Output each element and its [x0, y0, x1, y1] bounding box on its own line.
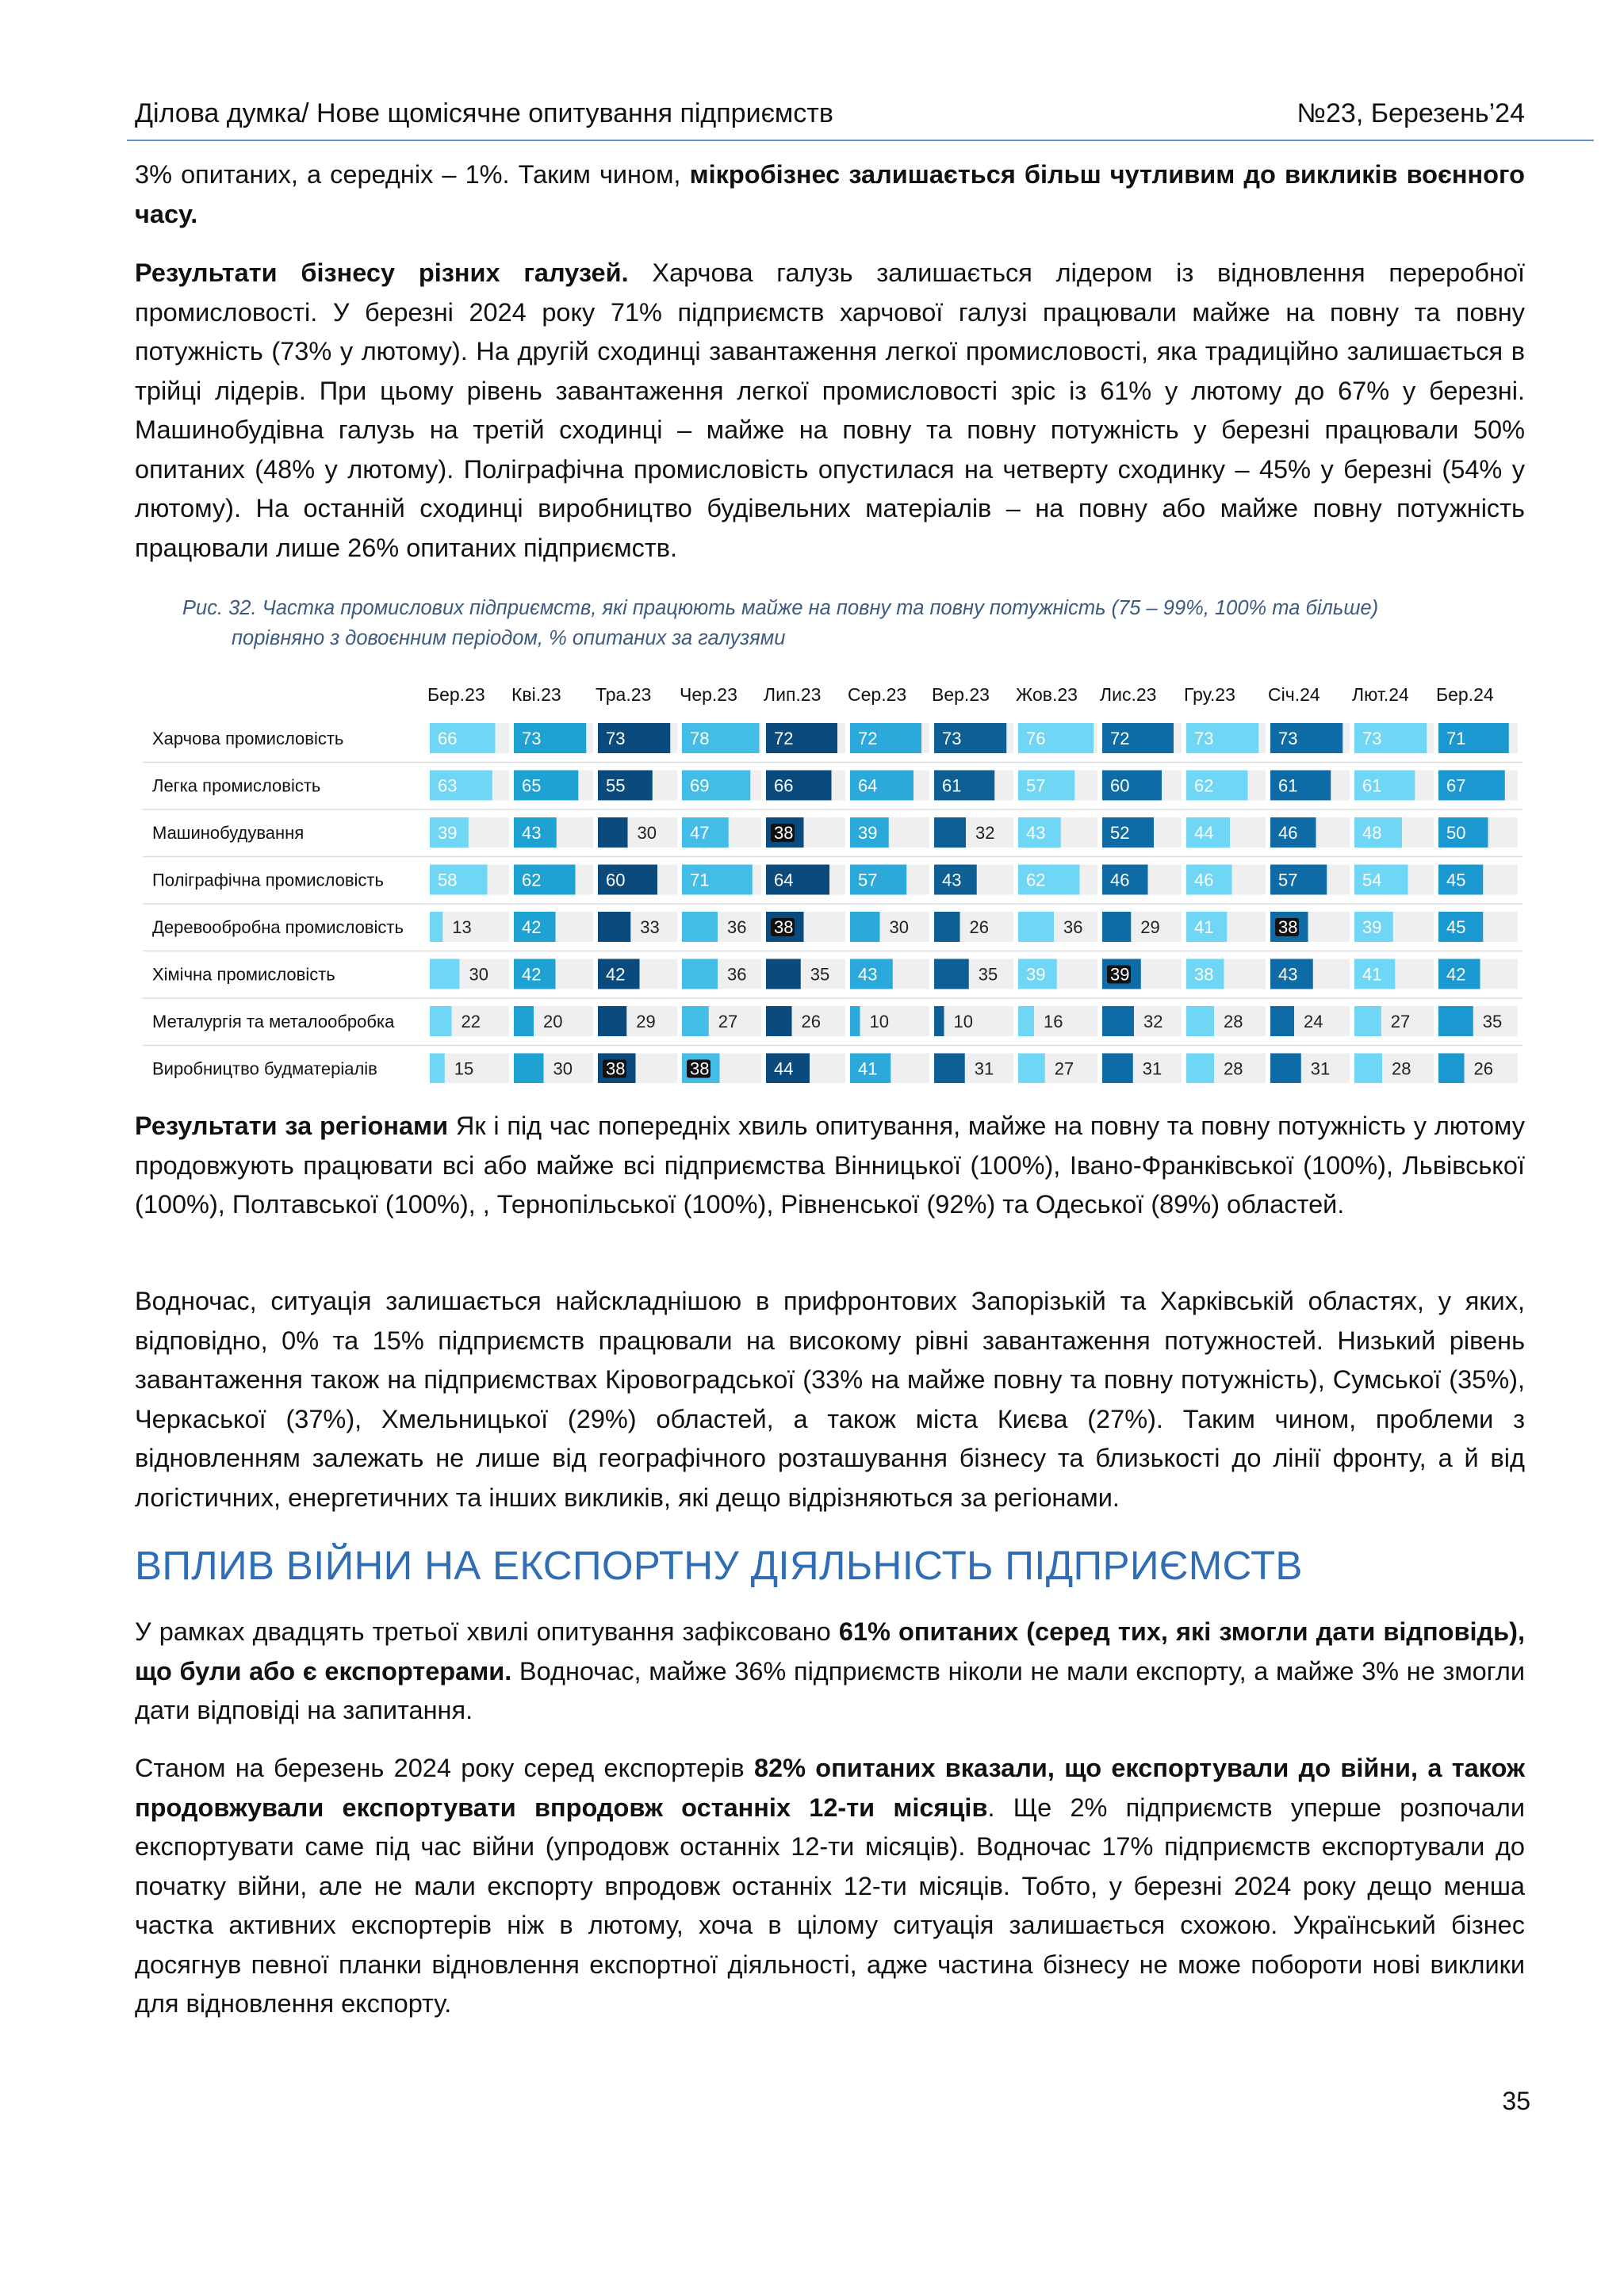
- column-label: Вер.23: [932, 684, 990, 705]
- cell-value: 65: [522, 775, 542, 796]
- cell-bar: [430, 1054, 445, 1084]
- regions-text: Як і під час попередніх хвиль опитування, майже на повну та повну потужність у лютому продовжують працювати всі або майже всі підприємства Вінницької (100%), Івано-Франківської (100%), Львівської (100%), Полтавської (100%), , Тернопільської (100%), Рівненської (92%) та Одеської (89%) областей.: [135, 1112, 1525, 1219]
- cell-value: 28: [1392, 1058, 1411, 1079]
- page-number: 35: [1502, 2087, 1530, 2115]
- cell-value: 20: [543, 1012, 563, 1031]
- cell-value: 69: [690, 775, 710, 796]
- header-divider: [127, 140, 1594, 141]
- cell-bar: [682, 912, 718, 942]
- cell-bar: [1018, 1054, 1045, 1084]
- cell-bar: [1354, 1054, 1382, 1084]
- intro-paragraph: [135, 155, 1525, 234]
- cell-bar: [766, 1006, 792, 1036]
- cell-value: 28: [1224, 1012, 1243, 1031]
- cell-value: 16: [1044, 1012, 1063, 1031]
- cell-value: 45: [1446, 917, 1466, 937]
- cell-bar: [850, 912, 880, 942]
- cell-value: 29: [1140, 917, 1160, 937]
- cell-value: 73: [1278, 729, 1298, 748]
- cell-value: 39: [1362, 917, 1382, 937]
- cell-value: 78: [690, 729, 710, 748]
- cell-value: 46: [1110, 870, 1130, 890]
- cell-bar: [598, 912, 630, 942]
- cell-value: 72: [1110, 729, 1130, 748]
- cell-value: 43: [1026, 823, 1046, 843]
- cell-bar: [934, 817, 966, 848]
- cell-value: 46: [1278, 823, 1298, 843]
- cell-bar: [934, 912, 960, 942]
- section-heading: ВПЛИВ ВІЙНИ НА ЕКСПОРТНУ ДІЯЛЬНІСТЬ ПІДПРИЄМСТВ: [135, 1543, 1303, 1588]
- cell-bar: [1438, 1054, 1465, 1084]
- column-label: Лип.23: [764, 684, 822, 705]
- cell-bar: [766, 959, 801, 989]
- cell-value: 67: [1446, 775, 1466, 796]
- export2-text-a: Станом на березень 2024 року серед експортерів: [135, 1754, 754, 1782]
- industry-heatmap: [143, 679, 1522, 1083]
- cell-value: 38: [690, 1058, 710, 1079]
- cell-bar: [598, 1006, 626, 1036]
- cell-value: 36: [727, 964, 747, 985]
- cell-value: 41: [1194, 917, 1214, 937]
- cell-value: 62: [522, 870, 542, 890]
- cell-value: 44: [1194, 823, 1214, 843]
- cell-value: 15: [454, 1058, 474, 1079]
- row-label: Металургія та металообробка: [152, 1012, 395, 1031]
- cell-value: 61: [942, 775, 962, 796]
- cell-value: 45: [1446, 870, 1466, 890]
- cell-value: 26: [969, 917, 989, 937]
- cell-value: 48: [1362, 823, 1382, 843]
- row-label: Хімічна промисловість: [152, 964, 335, 985]
- cell-value: 39: [1110, 964, 1130, 985]
- cell-value: 31: [974, 1058, 994, 1079]
- cell-value: 72: [774, 729, 794, 748]
- column-label: Лют.24: [1352, 684, 1409, 705]
- export1-text-a: У рамках двадцять третьої хвилі опитування зафіксовано: [135, 1617, 839, 1646]
- export2-bold: 82% опитаних вказали, що експортували до війни, а також продовжували експортувати впродовж останніх 12-ти місяців: [135, 1754, 1525, 1822]
- cell-bar: [514, 1054, 544, 1084]
- industries-lead: Результати бізнесу різних галузей.: [135, 258, 629, 287]
- cell-bar: [1354, 1006, 1381, 1036]
- cell-value: 31: [1142, 1058, 1162, 1079]
- cell-bar: [934, 959, 969, 989]
- cell-value: 42: [606, 964, 626, 985]
- cell-value: 38: [774, 823, 794, 843]
- cell-value: 61: [1362, 775, 1382, 796]
- cell-value: 32: [1143, 1012, 1163, 1031]
- cell-value: 35: [1482, 1012, 1503, 1031]
- cell-value: 39: [1026, 964, 1046, 985]
- cell-value: 43: [858, 964, 878, 985]
- cell-value: 47: [690, 823, 710, 843]
- cell-value: 50: [1446, 823, 1466, 843]
- column-label: Жов.23: [1016, 684, 1078, 705]
- cell-bar: [1438, 1006, 1473, 1036]
- cell-value: 35: [978, 964, 998, 985]
- export1-text-b: Водночас, майже 36% підприємств ніколи не мали експорту, а майже 3% не змогли дати відповіді на запитання.: [135, 1656, 1525, 1724]
- cell-value: 27: [1054, 1058, 1074, 1079]
- cell-track: [934, 1006, 1013, 1036]
- cell-value: 60: [606, 870, 626, 890]
- figure-caption: [182, 593, 1530, 653]
- column-label: Січ.24: [1268, 684, 1320, 705]
- cell-value: 30: [553, 1058, 573, 1079]
- column-label: Сер.23: [848, 684, 907, 705]
- cell-value: 73: [522, 729, 542, 748]
- cell-value: 24: [1304, 1012, 1323, 1031]
- intro-bold: мікробізнес залишається більш чутливим до викликів воєнного часу.: [135, 160, 1525, 228]
- cell-value: 32: [975, 823, 995, 843]
- industries-text: Харчова галузь залишається лідером із відновлення переробної промисловості. У березні 2024 року 71% підприємств харчової галузі працювали майже на повну та повну потужність (73% у лютому). На другій сходинці завантаження легкої промисловості, яка традиційно залишається в трійці лідерів. При цьому рівень завантаження легкої промисловості зріс із 61% у лютому до 67% у березні. Машинобудівна галузь на третій сходинці – майже на повну та повну потужність у березні працювали 50% опитаних (48% у лютому). Поліграфічна промисловість опустилася на четверту сходинку – 45% у березні (54% у лютому). На останній сходинці виробництво будівельних матеріалів – на повну або майже повну потужність працювали лише 26% опитаних підприємств.: [135, 258, 1525, 562]
- row-label: Легка промисловість: [152, 775, 321, 796]
- cell-value: 10: [953, 1012, 973, 1031]
- cell-value: 10: [869, 1012, 889, 1031]
- export-paragraph-2: [135, 1749, 1525, 2024]
- cell-value: 42: [522, 917, 542, 937]
- cell-bar: [430, 912, 442, 942]
- cell-value: 43: [1278, 964, 1298, 985]
- cell-value: 42: [1446, 964, 1466, 985]
- column-label: Чер.23: [680, 684, 737, 705]
- cell-bar: [1102, 912, 1131, 942]
- industries-paragraph: [135, 254, 1525, 568]
- export2-text-b: . Ще 2% підприємств уперше розпочали експортувати саме під час війни (упродовж останніх 12-ти місяців). Водночас 17% підприємств експортували до початку війни, але не мали експорту впродовж останніх 12-ти місяців. Тобто, у березні 2024 року дещо менша частка активних експортерів ніж в лютому, хоча в цілому ситуація залишається схожою. Український бізнес досягнув певної планки відновлення експортної діяльності, адже частина бізнесу не може побороти нові виклики для відновлення експорту.: [135, 1793, 1525, 2018]
- cell-value: 36: [727, 917, 747, 937]
- cell-value: 64: [858, 775, 878, 796]
- cell-value: 58: [438, 870, 458, 890]
- cell-bar: [430, 959, 460, 989]
- cell-track: [850, 1006, 929, 1036]
- cell-value: 73: [606, 729, 626, 748]
- cell-value: 30: [889, 917, 909, 937]
- cell-value: 52: [1110, 823, 1130, 843]
- column-label: Тра.23: [596, 684, 652, 705]
- column-label: Гру.23: [1184, 684, 1235, 705]
- column-label: Бер.23: [427, 684, 485, 705]
- cell-value: 41: [1362, 964, 1382, 985]
- cell-value: 57: [1278, 870, 1298, 890]
- cell-bar: [1270, 1054, 1301, 1084]
- cell-bar: [598, 817, 628, 848]
- cell-bar: [1270, 1006, 1294, 1036]
- header-title: Ділова думка/ Нове щомісячне опитування підприємств: [135, 98, 833, 128]
- heatmap-svg: [143, 679, 1522, 1083]
- cell-value: 61: [1278, 775, 1298, 796]
- cell-value: 76: [1026, 729, 1046, 748]
- cell-bar: [514, 1006, 534, 1036]
- row-label: Деревообробна промисловість: [152, 917, 404, 937]
- cell-value: 55: [606, 775, 626, 796]
- cell-value: 41: [858, 1058, 878, 1079]
- cell-value: 35: [810, 964, 830, 985]
- cell-bar: [850, 1006, 860, 1036]
- cell-bar: [1018, 912, 1054, 942]
- frontline-paragraph: Водночас, ситуація залишається найскладнішою в прифронтових Запорізькій та Харківській областях, у яких, відповідно, 0% та 15% підприємств працювали на високому рівні завантаження потужностей. Низький рівень завантаження також на підприємствах Кіровоградської (33% на майже повну та повну потужність), Сумської (35%), Черкаської (37%), Хмельницької (29%) областей, а також міста Києва (27%). Таким чином, проблеми з відновленням залежать не лише від географічного розташування бізнесу та близькості до лінії фронту, а й від логістичних, енергетичних та інших викликів, які дещо відрізняються за регіонами.: [135, 1287, 1525, 1512]
- regions-lead: Результати за регіонами: [135, 1112, 449, 1140]
- cell-value: 36: [1063, 917, 1083, 937]
- cell-value: 72: [858, 729, 878, 748]
- cell-bar: [430, 1006, 452, 1036]
- cell-value: 54: [1362, 870, 1382, 890]
- cell-bar: [934, 1006, 944, 1036]
- cell-value: 43: [942, 870, 962, 890]
- column-label: Бер.24: [1436, 684, 1494, 705]
- cell-value: 39: [438, 823, 458, 843]
- cell-value: 31: [1310, 1058, 1331, 1079]
- cell-value: 71: [690, 870, 710, 890]
- cell-value: 38: [1194, 964, 1214, 985]
- cell-value: 66: [774, 775, 794, 796]
- cell-value: 38: [1278, 917, 1298, 937]
- cell-bar: [934, 1054, 965, 1084]
- cell-value: 60: [1110, 775, 1130, 796]
- cell-value: 26: [801, 1012, 821, 1031]
- cell-value: 27: [718, 1012, 738, 1031]
- cell-value: 46: [1194, 870, 1214, 890]
- cell-value: 57: [1026, 775, 1046, 796]
- cell-value: 73: [1362, 729, 1382, 748]
- cell-value: 38: [774, 917, 794, 937]
- cell-bar: [682, 959, 718, 989]
- cell-value: 42: [522, 964, 542, 985]
- cell-value: 73: [1194, 729, 1214, 748]
- column-label: Лис.23: [1100, 684, 1157, 705]
- cell-bar: [1018, 1006, 1034, 1036]
- cell-value: 29: [636, 1012, 656, 1031]
- cell-value: 39: [858, 823, 878, 843]
- cell-bar: [1186, 1006, 1214, 1036]
- row-label: Виробництво будматеріалів: [152, 1058, 377, 1079]
- cell-value: 22: [461, 1012, 481, 1031]
- export-paragraph-1: [135, 1613, 1525, 1731]
- cell-value: 62: [1194, 775, 1214, 796]
- row-label: Харчова промисловість: [152, 729, 344, 748]
- cell-value: 30: [637, 823, 657, 843]
- cell-value: 27: [1390, 1012, 1411, 1031]
- cell-value: 13: [452, 917, 472, 937]
- caption-line-2: порівняно з довоєнним періодом, % опитаних за галузями: [232, 627, 786, 649]
- cell-value: 66: [438, 729, 458, 748]
- cell-value: 73: [942, 729, 962, 748]
- row-label: Поліграфічна промисловість: [152, 870, 384, 890]
- cell-bar: [1102, 1054, 1133, 1084]
- column-label: Кві.23: [511, 684, 561, 705]
- cell-value: 38: [606, 1058, 626, 1079]
- export1-bold: 61% опитаних (серед тих, які змогли дати відповідь), що були або є експортерами.: [135, 1617, 1525, 1686]
- row-label: Машинобудування: [152, 823, 304, 843]
- cell-value: 43: [522, 823, 542, 843]
- cell-value: 26: [1473, 1058, 1493, 1079]
- page-header: [135, 98, 1525, 129]
- cell-value: 57: [858, 870, 878, 890]
- cell-value: 71: [1446, 729, 1466, 748]
- regions-paragraph: [135, 1107, 1525, 1225]
- cell-bar: [682, 1006, 709, 1036]
- cell-value: 33: [640, 917, 660, 937]
- intro-text: 3% опитаних, а середніх – 1%. Таким чином,: [135, 160, 690, 189]
- header-issue: №23, Березень’24: [1297, 98, 1525, 128]
- cell-value: 44: [774, 1058, 794, 1079]
- cell-value: 63: [438, 775, 458, 796]
- cell-value: 62: [1026, 870, 1046, 890]
- cell-bar: [1186, 1054, 1214, 1084]
- cell-bar: [1102, 1006, 1134, 1036]
- caption-line-1: Рис. 32. Частка промислових підприємств, які працюють майже на повну та повну потужність (75 – 99%, 100% та більше): [182, 597, 1379, 619]
- cell-value: 64: [774, 870, 794, 890]
- cell-value: 28: [1224, 1058, 1243, 1079]
- cell-value: 30: [469, 964, 488, 985]
